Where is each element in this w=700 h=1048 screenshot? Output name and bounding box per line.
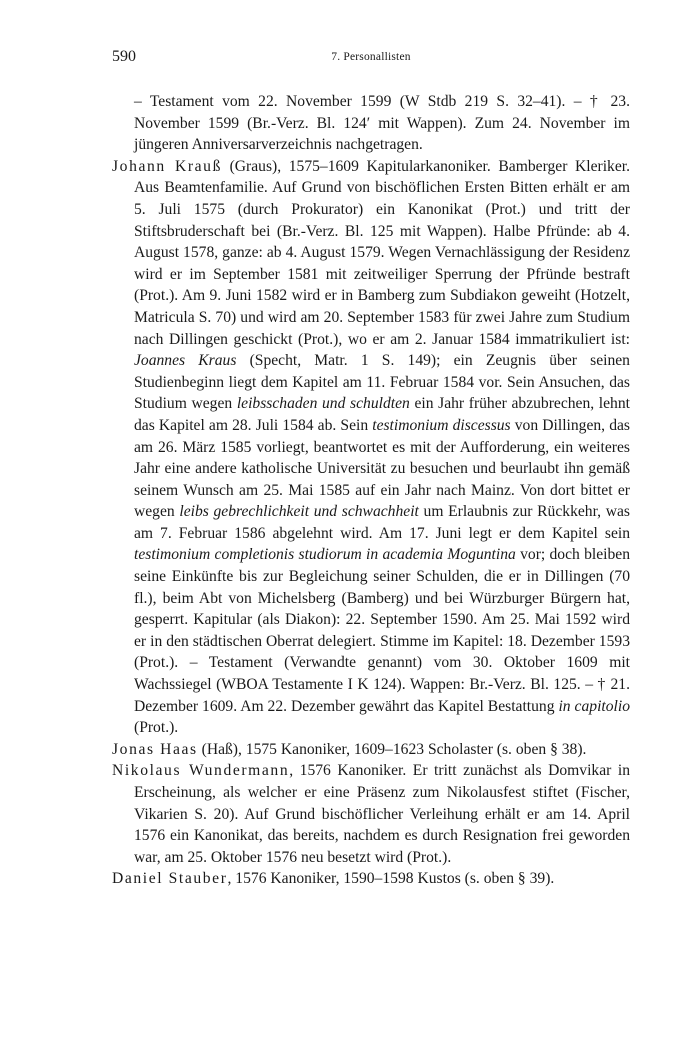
page-header [112, 48, 630, 72]
entry-text: vor; doch bleiben seine Einkünfte bis zur Begleichung seiner Schulden, die er in Dillingen (70 fl.), beim Abt von Michelsberg (Bamberg) und bei Würzburger Bürgern hat, gesperrt. Kapitular (als Diakon): 22. September 1590. Am 25. Mai 1592 wird er in den städtischen Oberrat delegiert. Stimme im Kapitel: 18. Dezember 1593 (Prot.). – Testament (Verwandte genannt) vom 30. Oktober 1609 mit Wachssiegel (WBOA Testamente I K 124). Wappen: Br.-Verz. Bl. 125. – † 21. Dezember 1609. Am 22. Dezember gewährt das Kapitel Bestattung [134, 546, 631, 715]
entry-text: (Haß), 1575 Kanoniker, 1609–1623 Scholaster (s. oben § 38). [197, 740, 587, 758]
entry-text: von Dillingen, das am 26. März 1585 vorliegt, beantwortet es mit der Aufforderung, ein weiteres Jahr eine andere katholische Universität zu besuchen und beurlaubt ihn gemäß seinem Wunsch am 25. Mai 1585 auf ein Jahr nach Mainz. Von dort bittet er wegen [134, 416, 630, 521]
entry-text: (Prot.). [134, 719, 179, 737]
entry-italic-text: leibs gebrechlichkeit und schwachheit [179, 503, 419, 521]
person-name: Johann Krauß [112, 157, 222, 175]
entry-text: (Graus), 1575–1609 Kapitularkanoniker. Bamberger Kleriker. Aus Beamtenfamilie. Auf Grund von bischöflichen Ersten Bitten erhält er am 5. Juli 1575 (durch Prokurator) ein Kanonikat (Prot.) und tritt der Stiftsbruderschaft bei (Br.-Verz. Bl. 125 mit Wappen). Halbe Pfründe: ab 4. August 1578, ganze: ab 4. August 1579. Wegen Vernachlässigung der Residenz wird er im September 1581 mit zeitweiliger Sperrung der Pfründe bestraft (Prot.). Am 9. Juni 1582 wird er in Bamberg zum Subdiakon geweiht (Hotzelt, Matricula S. 70) und wird am 20. September 1583 für zwei Jahre zum Studium nach Dillingen geschickt (Prot.), wo er am 2. Januar 1584 immatrikuliert ist: [134, 157, 630, 348]
entry-italic-text: Joannes Kraus [134, 352, 237, 370]
entry-text: ein Jahr früher abzubrechen, lehnt das Kapitel am 28. Juli 1584 ab. Sein [134, 395, 630, 434]
page-body [112, 91, 630, 890]
entry-text: , 1576 Kanoniker. Er tritt zunächst als Domvikar in Erscheinung, als welcher er eine Präsenz zum Nikolausfest stiftet (Fischer, Vikarien S. 20). Auf Grund bischöflicher Verleihung erhält er am 14. April 1576 ein Kanonikat, das bereits, nachdem es durch Resignation frei geworden war, am 25. Oktober 1576 neu besetzt wird (Prot.). [134, 762, 630, 866]
running-head: 7. Personallisten [331, 51, 411, 63]
person-name: Jonas Haas [112, 740, 198, 758]
entry-continuation [112, 91, 630, 156]
entry-italic-text: leibsschaden und schuldten [236, 395, 410, 413]
entry-text: , 1576 Kanoniker, 1590–1598 Kustos (s. oben § 39). [227, 870, 555, 888]
entry-text: – Testament vom 22. November 1599 (W Stdb 219 S. 32–41). – † 23. November 1599 (Br.-Verz. Bl. 124′ mit Wappen). Zum 24. November im jüngeren Anniversarverzeichnis nachgetragen. [134, 93, 630, 154]
entry-text: um Erlaubnis zur Rückkehr, was am 7. Februar 1586 abgelehnt wird. Am 17. Juni legt er dem Kapitel sein [134, 503, 630, 542]
book-page [112, 48, 630, 890]
entry-daniel-stauber [112, 868, 630, 890]
page-number: 590 [112, 48, 136, 65]
entry-text: (Specht, Matr. 1 S. 149); ein Zeugnis über seinen Studienbeginn liegt dem Kapitel am 11. Februar 1584 vor. Sein Ansuchen, das Studium wegen [134, 352, 630, 413]
entry-johann-krauss [112, 156, 630, 739]
entry-jonas-haas [112, 739, 630, 761]
entry-italic-text: testimonium discessus [372, 416, 511, 434]
person-name: Nikolaus Wundermann [112, 762, 290, 780]
entry-italic-text: in capitolio [558, 697, 630, 715]
entry-italic-text: testimonium completionis studiorum in academia Moguntina [134, 546, 516, 564]
entry-nikolaus-wundermann [112, 760, 630, 868]
person-name: Daniel Stauber [112, 870, 228, 888]
